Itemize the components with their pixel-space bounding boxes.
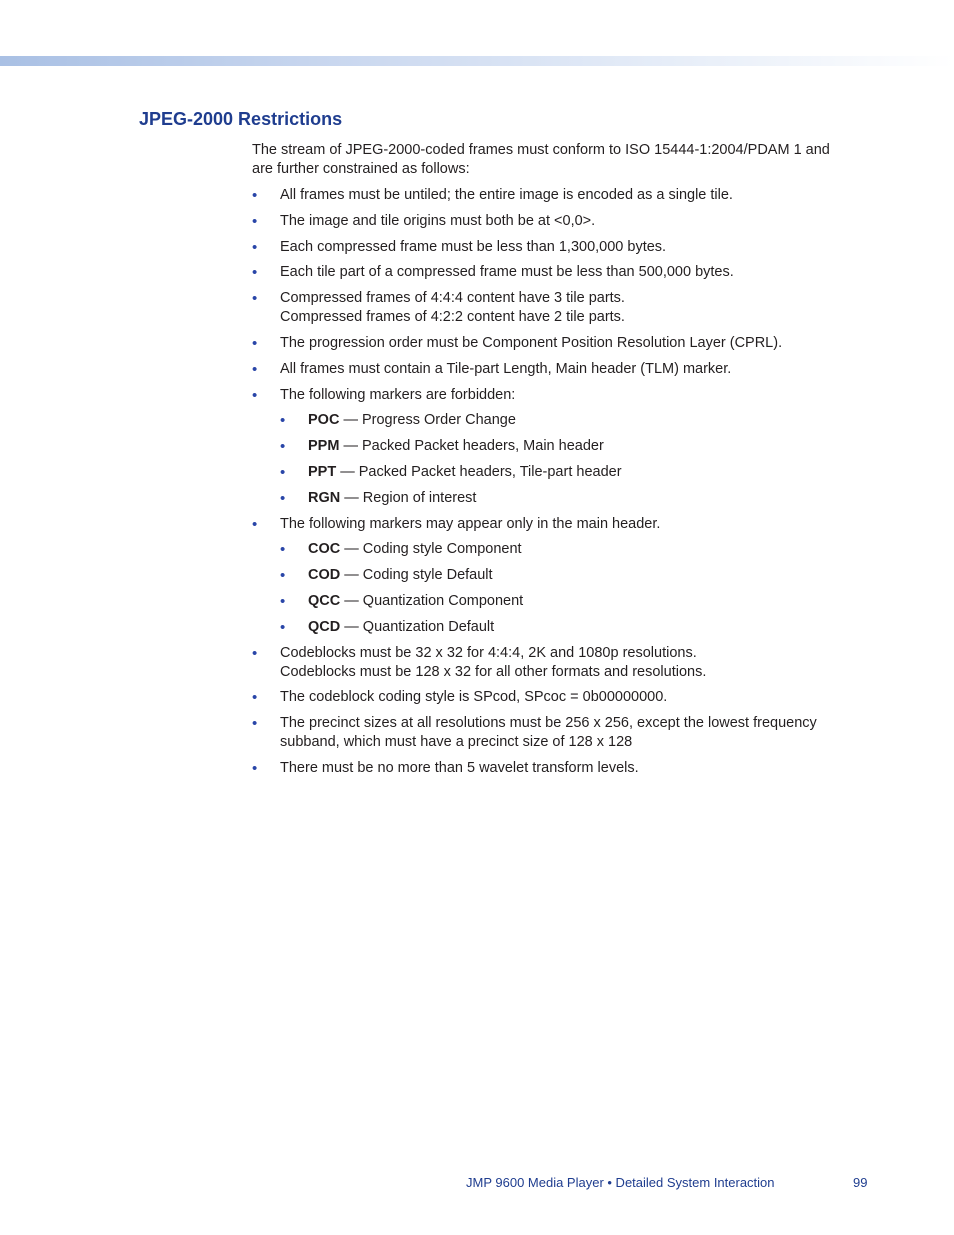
intro-paragraph: The stream of JPEG-2000-coded frames must conform to ISO 15444-1:2004/PDAM 1 and are further constrained as follows: — [252, 142, 830, 177]
footer-title: JMP 9600 Media Player • Detailed System Interaction — [466, 1175, 775, 1190]
marker-code: PPT — [308, 463, 337, 480]
marker-description: — Packed Packet headers, Main header — [339, 438, 604, 455]
list-item — [252, 644, 852, 682]
list-item — [252, 263, 852, 282]
sublist-item — [280, 437, 852, 456]
list-item — [252, 289, 852, 327]
list-item — [252, 386, 852, 508]
list-item — [252, 515, 852, 637]
sublist-item — [280, 618, 852, 637]
marker-description: — Coding style Component — [340, 541, 522, 558]
sublist-item — [280, 566, 852, 585]
list-item — [252, 360, 852, 379]
list-item — [252, 212, 852, 231]
bullet-icon: • — [252, 212, 258, 230]
marker-description: — Quantization Default — [340, 618, 495, 635]
bullet-icon: • — [280, 567, 286, 585]
section-heading: JPEG-2000 Restrictions — [139, 109, 343, 129]
marker-code: PPM — [308, 438, 340, 455]
bullet-icon: • — [280, 541, 286, 559]
marker-description: — Region of interest — [340, 489, 477, 506]
bullet-icon: • — [252, 264, 258, 282]
bullet-icon: • — [280, 592, 286, 610]
list-item-text: All frames must contain a Tile-part Length, Main header (TLM) marker. — [280, 360, 732, 377]
list-item-text: The progression order must be Component Position Resolution Layer (CPRL). — [280, 334, 783, 351]
bullet-icon: • — [252, 515, 258, 533]
bullet-icon: • — [280, 438, 286, 456]
marker-code: QCD — [308, 618, 341, 635]
marker-description: — Progress Order Change — [339, 412, 516, 429]
bullet-icon: • — [252, 759, 258, 777]
bullet-icon: • — [280, 618, 286, 636]
section-body — [252, 141, 852, 785]
list-item — [252, 186, 852, 205]
list-item-text: The following markers may appear only in the main header. — [280, 515, 661, 532]
marker-code: RGN — [308, 489, 341, 506]
list-item-text-line2: Codeblocks must be 128 x 32 for all other formats and resolutions. — [280, 663, 707, 680]
list-item — [252, 759, 852, 778]
list-item-text: Compressed frames of 4:4:4 content have 3 tile parts. — [280, 290, 625, 307]
bullet-icon: • — [252, 187, 258, 204]
sublist-item — [280, 411, 852, 430]
list-item-text: Each tile part of a compressed frame must be less than 500,000 bytes. — [280, 264, 734, 281]
bullet-icon: • — [252, 360, 258, 378]
marker-description: — Packed Packet headers, Tile-part header — [336, 463, 622, 480]
list-item-text: There must be no more than 5 wavelet transform levels. — [280, 759, 639, 776]
restrictions-list — [252, 186, 852, 778]
bullet-icon: • — [252, 290, 258, 308]
list-item-text: The codeblock coding style is SPcod, SPcoc = 0b00000000. — [280, 689, 668, 706]
list-item-text: The precinct sizes at all resolutions must be 256 x 256, except the lowest frequency subband, which must have a precinct size of 128 x 128 — [280, 715, 817, 751]
bullet-icon: • — [252, 386, 258, 404]
page-number: 99 — [853, 1175, 868, 1190]
list-item — [252, 714, 852, 752]
sublist-item — [280, 592, 852, 611]
list-item-text: Codeblocks must be 32 x 32 for 4:4:4, 2K and 1080p resolutions. — [280, 644, 697, 661]
marker-description: — Coding style Default — [340, 567, 493, 584]
list-item — [252, 334, 852, 353]
bullet-icon: • — [280, 463, 286, 481]
bullet-icon: • — [252, 334, 258, 352]
list-item-text-line2: Compressed frames of 4:2:2 content have 2 tile parts. — [280, 309, 625, 326]
marker-code: COC — [308, 541, 341, 558]
marker-sublist — [280, 411, 852, 507]
bullet-icon: • — [280, 489, 286, 507]
sublist-item — [280, 540, 852, 559]
marker-sublist — [280, 540, 852, 636]
header-gradient-bar — [0, 56, 954, 66]
list-item-text: The following markers are forbidden: — [280, 386, 516, 403]
list-item-text: Each compressed frame must be less than 1,300,000 bytes. — [280, 238, 667, 255]
sublist-item — [280, 489, 852, 508]
list-item-text: All frames must be untiled; the entire image is encoded as a single tile. — [280, 187, 733, 203]
list-item-text: The image and tile origins must both be at <0,0>. — [280, 212, 596, 229]
bullet-icon: • — [252, 715, 258, 733]
bullet-icon: • — [280, 412, 286, 430]
list-item — [252, 238, 852, 257]
list-item — [252, 688, 852, 707]
marker-code: QCC — [308, 592, 341, 609]
bullet-icon: • — [252, 644, 258, 662]
marker-code: COD — [308, 567, 341, 584]
bullet-icon: • — [252, 689, 258, 707]
marker-code: POC — [308, 412, 340, 429]
bullet-icon: • — [252, 238, 258, 256]
sublist-item — [280, 463, 852, 482]
marker-description: — Quantization Component — [340, 592, 524, 609]
